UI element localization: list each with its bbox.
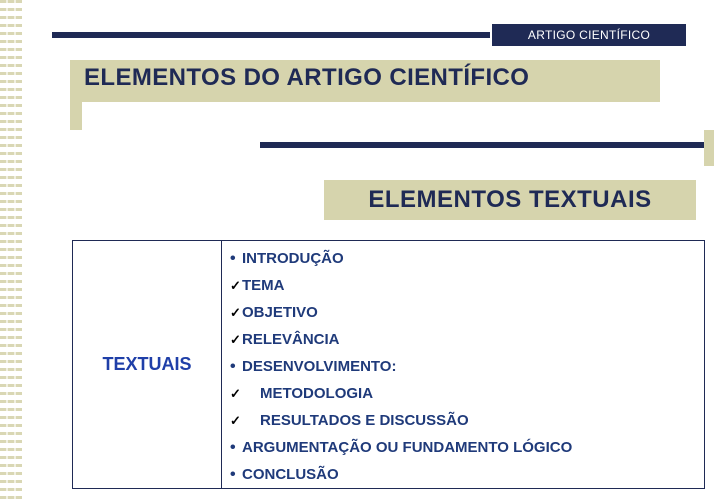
bullet-icon: • bbox=[230, 439, 236, 456]
item-text: DESENVOLVIMENTO: bbox=[242, 358, 397, 375]
list-item bbox=[230, 353, 704, 380]
item-text: INTRODUÇÃO bbox=[242, 250, 344, 267]
item-text: RELEVÂNCIA bbox=[242, 331, 340, 348]
list-item bbox=[230, 299, 704, 326]
item-text: CONCLUSÃO bbox=[242, 466, 339, 483]
item-text: TEMA bbox=[242, 277, 285, 294]
check-icon: ✓ bbox=[230, 305, 241, 320]
items-cell bbox=[222, 241, 705, 489]
item-text: METODOLOGIA bbox=[260, 385, 374, 402]
elements-table bbox=[72, 240, 705, 489]
page-title: ELEMENTOS DO ARTIGO CIENTÍFICO bbox=[84, 64, 530, 91]
item-text: ARGUMENTAÇÃO OU FUNDAMENTO LÓGICO bbox=[242, 439, 573, 456]
item-text: OBJETIVO bbox=[242, 304, 318, 321]
artigo-tag: ARTIGO CIENTÍFICO bbox=[492, 24, 686, 46]
bullet-icon: • bbox=[230, 250, 236, 267]
item-text: RESULTADOS E DISCUSSÃO bbox=[260, 412, 469, 429]
list-item bbox=[230, 245, 704, 272]
middle-rule bbox=[260, 142, 710, 148]
list-item bbox=[230, 380, 704, 407]
textuais-label: TEXTUAIS bbox=[73, 241, 222, 489]
section-title: ELEMENTOS TEXTUAIS bbox=[368, 186, 652, 213]
list-item bbox=[230, 434, 704, 461]
list-item bbox=[230, 407, 704, 434]
list-item bbox=[230, 461, 704, 488]
left-striped-margin bbox=[0, 0, 22, 504]
section-title-box bbox=[324, 180, 696, 220]
check-icon: ✓ bbox=[230, 278, 241, 293]
middle-accent-bar bbox=[704, 130, 714, 166]
bullet-icon: • bbox=[230, 358, 236, 375]
check-icon: ✓ bbox=[230, 332, 241, 347]
bullet-icon: • bbox=[230, 466, 236, 483]
check-icon: ✓ bbox=[230, 413, 241, 428]
list-item bbox=[230, 272, 704, 299]
table-row bbox=[73, 241, 705, 489]
items-list bbox=[222, 241, 704, 488]
check-icon: ✓ bbox=[230, 386, 241, 401]
list-item bbox=[230, 326, 704, 353]
top-rule bbox=[52, 32, 490, 38]
